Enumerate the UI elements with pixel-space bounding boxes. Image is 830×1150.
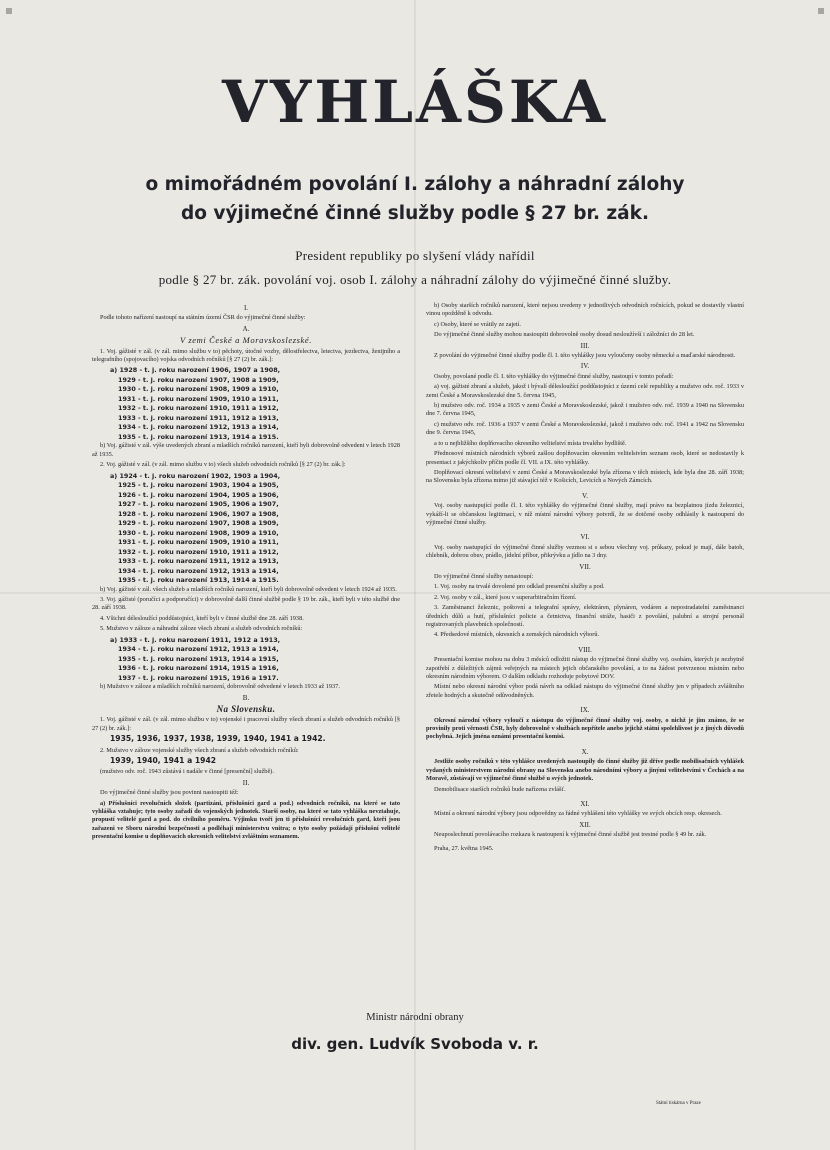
paragraph: c) mužstvo odv. roč. 1936 a 1937 v zemi České a Moravskoslezské, jakož i mužstvo odv. roč. 1941 a 1942 na Slovensku dne 9. června 1945, bbox=[426, 420, 744, 437]
fold-crease-vertical bbox=[414, 0, 416, 1150]
year-line: a) 1933 - t. j. roku narození 1911, 1912 a 1913, bbox=[110, 635, 281, 644]
year-line: 1929 - t. j. roku narození 1907, 1908 a 1909, bbox=[118, 519, 279, 528]
year-line: 1929 - t. j. roku narození 1907, 1908 a 1909, bbox=[118, 375, 279, 384]
paragraph: a) voj. gážisté zbraní a služeb, jakož i bývalí délesloužící poddůstojníci z území celé republiky a mužstvo odv. roč. 1933 v zemi České a Moravskoslezské dne 5. června 1945, bbox=[426, 383, 744, 399]
year-range-bold: 1939, 1940, 1941 a 1942 bbox=[110, 756, 217, 766]
year-line: 1930 - t. j. roku narození 1908, 1909 a 1910, bbox=[118, 385, 279, 394]
paragraph: 2. Voj. osoby v zál., které jsou v superarbitračním řízení. bbox=[434, 593, 577, 601]
year-line: 1933 - t. j. roku narození 1911, 1912 a 1913, bbox=[118, 557, 279, 566]
section-heading: III. bbox=[580, 341, 590, 350]
year-list-b bbox=[92, 472, 400, 585]
year-list-a bbox=[92, 366, 400, 441]
region-heading: Na Slovensku. bbox=[216, 704, 276, 714]
paragraph: Do výjimečné činné služby mohou nastoupiti dobrovolně osoby dosud nesloužívší i záložníci do 28 let. bbox=[434, 331, 695, 339]
paragraph: b) Mužstvo v záloze a mladších ročníků narození, dobrovolně odvedené v letech 1933 až 1937. bbox=[100, 683, 340, 691]
section-heading: VIII. bbox=[578, 645, 592, 654]
year-line: 1928 - t. j. roku narození 1906, 1907 a 1908, bbox=[118, 509, 279, 518]
subtitle-line-1: o mimořádném povolání I. zálohy a náhradní zálohy bbox=[145, 174, 685, 195]
paragraph: 3. Voj. gážisté (poručíci a podporučíci) v dobrovolně další činné službě podle § 19 br. zák., kteří byli v této službě dne 28. září 1938. bbox=[92, 596, 400, 612]
paragraph: a to u nejbližšího doplňovacího okresního velitelství místa trvalého bydliště. bbox=[434, 439, 627, 447]
year-line: 1934 - t. j. roku narození 1912, 1913 a 1914, bbox=[118, 423, 279, 432]
paragraph: c) Osoby, které se vrátily ze zajetí. bbox=[434, 320, 522, 328]
year-line: a) 1928 - t. j. roku narození 1906, 1907 a 1908, bbox=[110, 366, 281, 375]
year-line: 1931 - t. j. roku narození 1909, 1910 a 1911, bbox=[118, 394, 279, 403]
paragraph: Neuposlechnutí povolávacího rozkazu k nastoupení k výjimečné činné službě jest trestné podle § 49 br. zák. bbox=[434, 831, 707, 839]
paragraph: 5. Mužstvo v záloze a náhradní záloze všech zbraní a služeb odvodních ročníků: bbox=[100, 625, 303, 633]
paragraph: Z povolání do výjimečné činné služby podle čl. I. této vyhlášky jsou vyloučeny osoby německé a maďarské národnosti. bbox=[434, 352, 736, 360]
year-range-bold: 1935, 1936, 1937, 1938, 1939, 1940, 1941 a 1942. bbox=[110, 734, 326, 744]
printer-imprint: Státní tiskárna v Praze bbox=[656, 1101, 701, 1106]
paragraph: Podle tohoto nařízení nastoupí na státním území ČSR do výjimečné činné služby: bbox=[100, 314, 306, 322]
subtitle-line-2: do výjimečné činné služby podle § 27 br. zák. bbox=[181, 203, 649, 224]
year-line: 1927 - t. j. roku narození 1905, 1906 a 1907, bbox=[118, 500, 279, 509]
paragraph: 2. Voj. gážisté v zál. (v zál. mimo službu v to) všech služeb odvodních ročníků [§ 27 (2) br. zák.]: bbox=[100, 461, 346, 469]
paragraph: Do výjimečné činné služby nenastoupí: bbox=[434, 572, 534, 580]
left-column bbox=[92, 302, 400, 844]
minister-title: Ministr národní obrany bbox=[366, 1012, 464, 1023]
paragraph: b) Osoby starších ročníků narození, které nejsou uvedeny v jednotlivých odvodních ročnících, pokud se dostavily vlastní vinou opožděně k odvodu. bbox=[426, 302, 744, 318]
year-line: 1934 - t. j. roku narození 1912, 1913 a 1914, bbox=[118, 566, 279, 575]
year-line: 1925 - t. j. roku narození 1903, 1904 a 1905, bbox=[118, 481, 279, 490]
year-line: 1936 - t. j. roku narození 1914, 1915 a 1916, bbox=[118, 664, 279, 673]
section-heading: VI. bbox=[580, 533, 590, 542]
year-line: a) 1924 - t. j. roku narození 1902, 1903 a 1904, bbox=[110, 471, 281, 480]
paragraph: Do výjimečné činné služby jsou povinni nastoupiti též: bbox=[100, 789, 239, 797]
minister-signature: div. gen. Ludvík Svoboda v. r. bbox=[291, 1035, 539, 1053]
year-line: 1932 - t. j. roku narození 1910, 1911 a 1912, bbox=[118, 547, 279, 556]
year-line: 1935 - t. j. roku narození 1913, 1914 a 1915. bbox=[118, 576, 279, 585]
paragraph: Místní nebo okresní národní výbor podá návrh na odklad nástupu do výjimečné činné služby jen v případech zvláštního zřetele hodných a skutečně odůvodněných. bbox=[426, 683, 744, 699]
paragraph: 1. Voj. gážisté v zál. (v zál. mimo službu v to) pěchoty, útočné vozby, dělostřelectva, letectva, jezdectva, ženijního a telegrafního (spojovacího) vojska odvodních ročníků [§ 27 (2) br. zák.]: bbox=[92, 347, 400, 364]
section-heading: VII. bbox=[579, 562, 591, 571]
paragraph: Presentační komise mohou na dobu 3 měsíců odložiti nástup do výjimečné činné služby voj. osobám, kterých je nezbytně zapotřebí z důležitých zájmů veřejných na místech jejich občanského povolání, a to na žádost potvrzenou místním nebo okresním národním výborem. O dalším odkladu rozhoduje pobytové DOV. bbox=[426, 656, 744, 681]
section-heading: V. bbox=[582, 491, 588, 500]
year-line: 1937 - t. j. roku narození 1915, 1916 a 1917. bbox=[118, 673, 279, 682]
section-heading: XII. bbox=[579, 820, 591, 829]
intro-line-1: President republiky po slyšení vlády nařídil bbox=[295, 248, 535, 263]
paragraph: 4. Všichni délesloužící poddůstojníci, kteří byli v činné službě dne 28. září 1938. bbox=[100, 614, 304, 622]
paragraph: Voj. osoby nastupující podle čl. I. této vyhlášky do výjimečné činné služby, mají právo na bezplatnou jízdu železnicí, vykáží-li se občanskou legitimací, v níž místní národní výbory potvrdí, že se dotčené osoby odhlásily k nastoupení do výjimečné činné služby. bbox=[426, 502, 744, 526]
paragraph: Demobilisace starších ročníků bude nařízena zvlášť. bbox=[434, 785, 566, 793]
paragraph: Jestliže osoby ročníků v této vyhlášce uvedených nastoupily do činné služby již dříve podle mobilisačních vyhlášek vydaných ministerstvem národní obrany na Slovensku anebo národními výbory a jinými velitelstvími v Čechách a na Moravě, zůstávají ve výjimečné činné službě u svých jednotek. bbox=[426, 758, 744, 783]
paragraph: 3. Zaměstnanci železnic, poštovní a telegrafní správy, elektráren, plynáren, vodáren a nepostradatelní zaměstnanci úředních důlů a hutí, příslušníci policie a četnictva, finanční stráže, hasiči z povolání, palubní a strojní personál registrovaných plavebních společností. bbox=[426, 604, 744, 628]
pin-mark bbox=[818, 8, 824, 14]
year-line: 1926 - t. j. roku narození 1904, 1905 a 1906, bbox=[118, 490, 279, 499]
right-column bbox=[426, 302, 744, 855]
paragraph: 1. Voj. osoby na trvalé dovolené pro odklad presenční služby a pod. bbox=[434, 583, 605, 591]
paragraph: a) Příslušníci revolučních složek (partizáni, příslušníci gard a pod.) odvodních ročníků, na které se tato vyhláška vztahuje; tyto osoby zařadí do vojenských jednotek. Starší osoby, na které se tato vyhláška nevztahuje, propustí velitelé gard a pod. do civilního poměru. Výjimku tvoří jen ti příslušníci revolučních gard, kteří jsou zařazeni ve Sboru národní bezpečnosti a podléhají ministerstvu vnitra; o tyto osoby požádají příslušní velitelé presentační komise u doplňovacích okresních velitelství zvláštním seznamem. bbox=[92, 799, 400, 841]
paragraph: 4. Předsedové místních, okresních a zemských národních výborů. bbox=[434, 631, 600, 639]
region-heading: V zemi České a Moravskoslezské. bbox=[180, 335, 312, 346]
paragraph: Osoby, povolané podle čl. I. této vyhlášky do výjimečné činné služby, nastoupí v tomto pořadí: bbox=[434, 372, 674, 380]
year-line: 1931 - t. j. roku narození 1909, 1910 a 1911, bbox=[118, 538, 279, 547]
date-line: Praha, 27. května 1945. bbox=[434, 844, 494, 852]
section-heading: II. bbox=[242, 778, 250, 787]
section-heading: IV. bbox=[580, 362, 590, 371]
section-heading: B. bbox=[242, 693, 250, 702]
year-line: 1935 - t. j. roku narození 1913, 1914 a 1915. bbox=[118, 432, 279, 441]
year-list-c bbox=[92, 636, 400, 683]
paragraph: Voj. osoby nastupující do výjimečné činné služby vezmou si s sebou všechny voj. průkazy, pokud je mají, dále batoh, chlebník, dobrou obuv, prádlo, jídelní příbor, přikrývku a jídlo na 3 dny. bbox=[426, 543, 744, 560]
section-heading: XI. bbox=[580, 799, 590, 808]
section-heading: IX. bbox=[580, 706, 590, 715]
pin-mark bbox=[6, 8, 12, 14]
paragraph: b) mužstvo odv. roč. 1934 a 1935 v zemi České a Moravskoslezské, jakož i mužstvo odv. roč. 1939 a 1940 na Slovensku dne 7. června 1945, bbox=[426, 402, 744, 418]
year-line: 1935 - t. j. roku narození 1913, 1914 a 1915, bbox=[118, 654, 279, 663]
paragraph: Místní a okresní národní výbory jsou odpovědny za řádné vyhlášení této vyhlášky ve svých obcích resp. okresech. bbox=[434, 810, 722, 818]
paragraph: b) Voj. gážisté v zál. výše uvedených zbraní a mladších ročníků narození, kteří byli dobrovolně odvedeni v letech 1928 až 1935. bbox=[92, 442, 400, 458]
paragraph: Přednosové místních národních výborů zašlou doplňovacím okresním velitelstvím seznam osob, které se nedostavily k presentaci z jakýchkoliv příčin podle čl. VII. a IX. této vyhlášky. bbox=[426, 450, 744, 466]
paragraph: Doplňovací okresní velitelství v zemi České a Moravskoslezské byla zřízena v těch místech, kde byla dne 28. září 1938; na Slovensku byla zřízena mimo již stávající též v Košicích, Levicích a Nových Zámcích. bbox=[426, 468, 744, 485]
year-line: 1932 - t. j. roku narození 1910, 1911 a 1912, bbox=[118, 404, 279, 413]
section-heading: A. bbox=[242, 324, 250, 333]
section-heading: X. bbox=[581, 747, 589, 756]
paragraph: Okresní národní výbory vyloučí z nástupu do výjimečné činné služby voj. osoby, o nichž je jim známo, že se provinily proti věrnosti ČSR, hyly dobrovolně v službách nepřítele anebo jejichž státní spolehlivost je z jiných důvodů pochybná. Jejich jména oznámí presentační komisi. bbox=[426, 716, 744, 741]
paragraph: 2. Mužstvo v záloze vojenské služby všech zbraní a služeb odvodních ročníků: bbox=[100, 746, 299, 754]
paragraph: 1. Voj. gážisté v zál. (v zál. mimo službu v to) vojenské i pracovní služby všech zbraní a služeb odvodních ročníků [§ 27 (2) br. zák.]: bbox=[92, 716, 400, 732]
section-heading: I. bbox=[243, 304, 249, 312]
year-line: 1933 - t. j. roku narození 1911, 1912 a 1913, bbox=[118, 413, 279, 422]
year-line: 1930 - t. j. roku narození 1908, 1909 a 1910, bbox=[118, 528, 279, 537]
year-line: 1934 - t. j. roku narození 1912, 1913 a 1914, bbox=[118, 645, 279, 654]
paragraph: b) Voj. gážisté v zál. všech služeb a mladších ročníků narození, kteří byli dobrovolně odvedeni v letech 1924 až 1935. bbox=[100, 585, 397, 593]
poster-title: VYHLÁŠKA bbox=[222, 68, 608, 136]
paragraph: (mužstvo odv. roč. 1943 zůstává i nadále v činné [presenční] službě). bbox=[100, 768, 274, 776]
intro-line-2: podle § 27 br. zák. povolání voj. osob I. zálohy a náhradní zálohy do výjimečné činné služby. bbox=[158, 272, 672, 287]
